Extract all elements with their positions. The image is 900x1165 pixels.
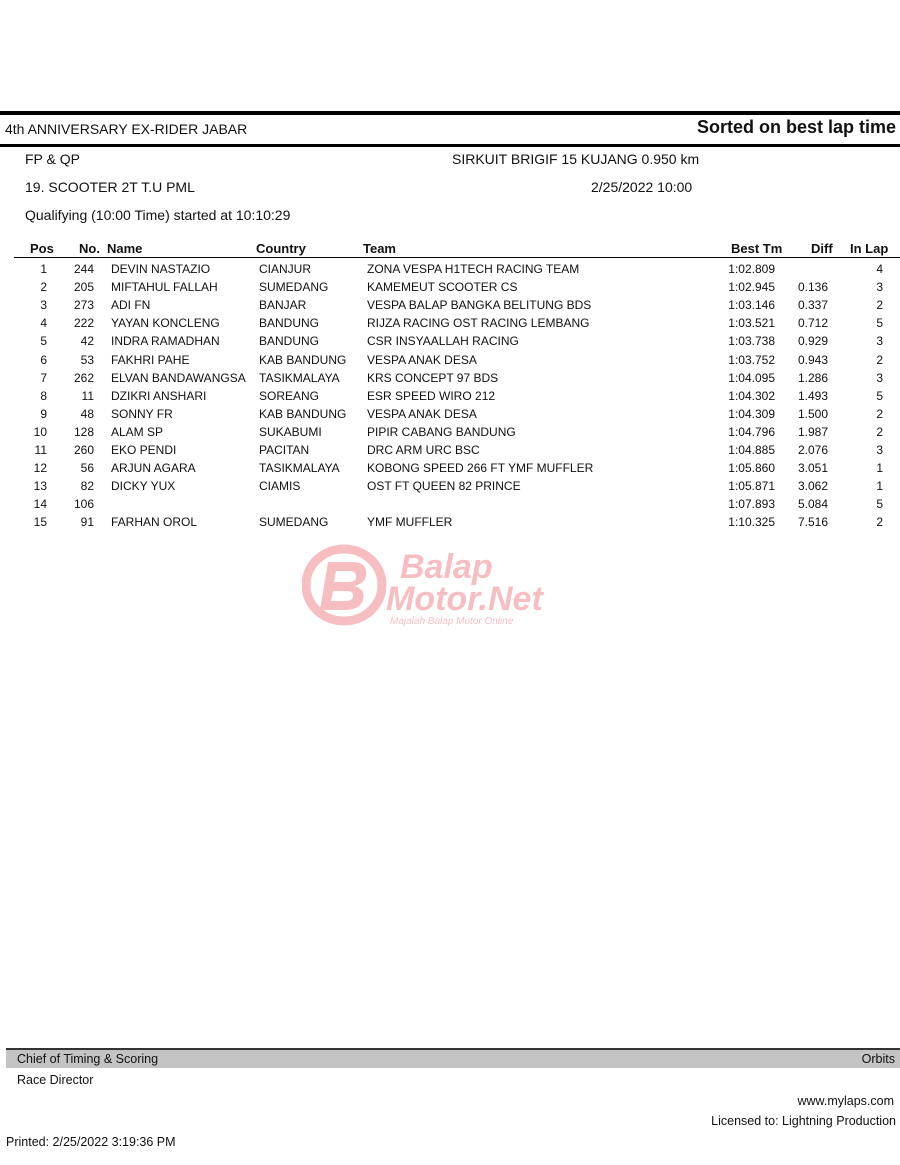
cell-name: ADI FN bbox=[111, 298, 151, 313]
circuit-name: SIRKUIT BRIGIF 15 KUJANG 0.950 km bbox=[452, 151, 700, 167]
cell-inlap: 3 bbox=[876, 280, 883, 295]
cell-inlap: 2 bbox=[876, 298, 883, 313]
class-name: 19. SCOOTER 2T T.U PML bbox=[25, 179, 195, 195]
col-country-header: Country bbox=[256, 241, 306, 256]
cell-name: DEVIN NASTAZIO bbox=[111, 262, 211, 276]
cell-no: 11 bbox=[81, 388, 94, 403]
chief-of-timing-label: Chief of Timing & Scoring bbox=[17, 1052, 159, 1066]
cell-pos: 11 bbox=[34, 443, 47, 457]
cell-no: 106 bbox=[73, 497, 94, 512]
cell-team: KOBONG SPEED 266 FT YMF MUFFLER bbox=[367, 461, 594, 476]
cell-inlap: 5 bbox=[876, 497, 883, 512]
cell-best: 1:03.738 bbox=[728, 334, 775, 349]
cell-best: 1:04.796 bbox=[728, 424, 775, 439]
cell-team: YMF MUFFLER bbox=[367, 515, 453, 530]
cell-country: BANJAR bbox=[259, 298, 307, 313]
cell-no: 262 bbox=[73, 370, 94, 385]
top-rule bbox=[0, 111, 900, 115]
cell-diff: 7.516 bbox=[797, 515, 828, 530]
watermark-tagline: Majalah Balap Motor Online bbox=[390, 616, 514, 627]
cell-diff: 0.943 bbox=[797, 352, 828, 367]
cell-inlap: 5 bbox=[876, 316, 883, 331]
cell-diff: 0.136 bbox=[797, 280, 828, 295]
cell-team: VESPA ANAK DESA bbox=[367, 406, 477, 421]
cell-pos: 8 bbox=[40, 388, 47, 403]
cell-team: DRC ARM URC BSC bbox=[367, 443, 480, 457]
cell-no: 56 bbox=[80, 461, 94, 476]
cell-country: BANDUNG bbox=[259, 334, 320, 349]
cell-country: TASIKMALAYA bbox=[259, 461, 340, 476]
cell-no: 244 bbox=[73, 262, 94, 276]
header-rule bbox=[0, 144, 900, 147]
table-header-rule bbox=[14, 257, 900, 258]
cell-best: 1:03.521 bbox=[728, 316, 775, 331]
col-pos-header: Pos bbox=[30, 241, 54, 256]
cell-pos: 12 bbox=[33, 461, 47, 476]
cell-country: PACITAN bbox=[259, 443, 310, 457]
cell-best: 1:05.871 bbox=[728, 479, 775, 494]
cell-pos: 1 bbox=[40, 262, 47, 276]
col-no-header: No. bbox=[79, 241, 100, 256]
cell-best: 1:05.860 bbox=[728, 461, 775, 476]
cell-no: 82 bbox=[80, 479, 94, 494]
col-best-header: Best Tm bbox=[731, 241, 783, 256]
cell-diff: 3.062 bbox=[797, 479, 828, 494]
cell-inlap: 5 bbox=[876, 388, 883, 403]
license-info: Licensed to: Lightning Production bbox=[711, 1114, 896, 1128]
cell-name: EKO PENDI bbox=[111, 443, 177, 457]
cell-best: 1:04.095 bbox=[728, 370, 775, 385]
cell-best: 1:04.302 bbox=[728, 388, 775, 403]
cell-country: KAB BANDUNG bbox=[259, 406, 347, 421]
cell-name: DICKY YUX bbox=[111, 479, 176, 494]
cell-inlap: 2 bbox=[876, 406, 883, 421]
cell-no: 48 bbox=[80, 406, 94, 421]
cell-country: SUMEDANG bbox=[259, 515, 329, 530]
cell-diff: 0.337 bbox=[797, 298, 828, 313]
cell-pos: 6 bbox=[40, 352, 47, 367]
cell-best: 1:04.885 bbox=[728, 443, 775, 457]
cell-name: DZIKRI ANSHARI bbox=[111, 388, 207, 403]
cell-diff: 2.076 bbox=[797, 443, 828, 457]
cell-team: VESPA BALAP BANGKA BELITUNG BDS bbox=[367, 298, 592, 313]
orbits-label: Orbits bbox=[861, 1052, 895, 1066]
cell-best: 1:07.893 bbox=[728, 497, 775, 512]
cell-inlap: 1 bbox=[876, 479, 883, 494]
cell-country: SUKABUMI bbox=[259, 424, 322, 439]
cell-pos: 9 bbox=[40, 406, 47, 421]
cell-team: KAMEMEUT SCOOTER CS bbox=[367, 280, 518, 295]
cell-country: BANDUNG bbox=[259, 316, 320, 331]
cell-team: ZONA VESPA H1TECH RACING TEAM bbox=[367, 262, 580, 276]
cell-team: VESPA ANAK DESA bbox=[367, 352, 477, 367]
cell-name: ARJUN AGARA bbox=[111, 461, 196, 476]
event-datetime: 2/25/2022 10:00 bbox=[591, 179, 693, 195]
cell-best: 1:03.146 bbox=[728, 298, 775, 313]
cell-inlap: 1 bbox=[876, 461, 883, 476]
cell-diff: 1.493 bbox=[797, 388, 828, 403]
cell-pos: 5 bbox=[40, 334, 47, 349]
printed-timestamp: Printed: 2/25/2022 3:19:36 PM bbox=[6, 1135, 176, 1149]
cell-best: 1:10.325 bbox=[728, 515, 775, 530]
session-name: FP & QP bbox=[25, 151, 80, 167]
cell-pos: 2 bbox=[40, 280, 47, 295]
cell-name: FAKHRI PAHE bbox=[111, 352, 190, 367]
cell-pos: 10 bbox=[33, 424, 47, 439]
sort-note: Sorted on best lap time bbox=[696, 117, 896, 137]
cell-country: CIANJUR bbox=[259, 262, 312, 276]
cell-no: 273 bbox=[73, 298, 94, 313]
cell-diff: 1.987 bbox=[797, 424, 828, 439]
cell-name: SONNY FR bbox=[111, 406, 173, 421]
cell-best: 1:02.809 bbox=[728, 262, 775, 276]
cell-country: SUMEDANG bbox=[259, 280, 329, 295]
cell-inlap: 3 bbox=[876, 334, 883, 349]
col-diff-header: Diff bbox=[811, 241, 833, 256]
event-title: 4th ANNIVERSARY EX-RIDER JABAR bbox=[5, 121, 248, 137]
cell-diff: 0.712 bbox=[797, 316, 828, 331]
cell-diff: 1.500 bbox=[797, 406, 828, 421]
cell-name: MIFTAHUL FALLAH bbox=[111, 280, 218, 295]
cell-no: 260 bbox=[73, 443, 94, 457]
cell-pos: 3 bbox=[40, 298, 47, 313]
cell-name: FARHAN OROL bbox=[111, 515, 198, 530]
cell-pos: 14 bbox=[33, 497, 47, 512]
cell-inlap: 2 bbox=[876, 515, 883, 530]
cell-pos: 7 bbox=[40, 370, 47, 385]
cell-country: CIAMIS bbox=[259, 479, 301, 494]
cell-country: TASIKMALAYA bbox=[259, 370, 340, 385]
cell-team: CSR INSYAALLAH RACING bbox=[367, 334, 519, 349]
website-link[interactable]: www.mylaps.com bbox=[797, 1094, 894, 1108]
cell-pos: 4 bbox=[40, 316, 47, 331]
cell-team: KRS CONCEPT 97 BDS bbox=[367, 370, 499, 385]
cell-inlap: 3 bbox=[876, 370, 883, 385]
watermark-text-balap: Balap bbox=[400, 548, 493, 586]
cell-name: INDRA RAMADHAN bbox=[111, 334, 220, 349]
col-team-header: Team bbox=[363, 241, 396, 256]
cell-best: 1:03.752 bbox=[728, 352, 775, 367]
cell-best: 1:02.945 bbox=[728, 280, 775, 295]
cell-team: ESR SPEED WIRO 212 bbox=[367, 388, 496, 403]
cell-no: 128 bbox=[73, 424, 94, 439]
cell-no: 42 bbox=[80, 334, 94, 349]
cell-diff: 5.084 bbox=[797, 497, 828, 512]
cell-pos: 15 bbox=[33, 515, 47, 530]
cell-no: 222 bbox=[73, 316, 94, 331]
cell-diff: 0.929 bbox=[797, 334, 828, 349]
cell-inlap: 2 bbox=[876, 352, 883, 367]
col-inlap-header: In Lap bbox=[850, 241, 889, 256]
cell-diff: 3.051 bbox=[797, 461, 828, 476]
cell-name: YAYAN KONCLENG bbox=[111, 316, 220, 331]
race-director-label: Race Director bbox=[17, 1073, 94, 1087]
cell-team: PIPIR CABANG BANDUNG bbox=[367, 424, 516, 439]
cell-country: KAB BANDUNG bbox=[259, 352, 347, 367]
cell-no: 205 bbox=[73, 280, 94, 295]
col-name-header: Name bbox=[107, 241, 143, 256]
cell-best: 1:04.309 bbox=[728, 406, 775, 421]
cell-no: 91 bbox=[80, 515, 94, 530]
cell-team: OST FT QUEEN 82 PRINCE bbox=[367, 479, 521, 494]
cell-no: 53 bbox=[80, 352, 94, 367]
cell-pos: 13 bbox=[33, 479, 47, 494]
cell-inlap: 3 bbox=[876, 443, 883, 457]
cell-name: ELVAN BANDAWANGSA bbox=[111, 370, 246, 385]
balapmotor-watermark-logo bbox=[302, 540, 602, 630]
cell-diff: 1.286 bbox=[797, 370, 828, 385]
cell-name: ALAM SP bbox=[111, 424, 164, 439]
cell-inlap: 2 bbox=[876, 424, 883, 439]
cell-country: SOREANG bbox=[259, 388, 320, 403]
watermark-text-motornet: Motor.Net bbox=[386, 580, 543, 618]
cell-inlap: 4 bbox=[876, 262, 883, 276]
session-start-info: Qualifying (10:00 Time) started at 10:10:29 bbox=[25, 207, 291, 223]
cell-team: RIJZA RACING OST RACING LEMBANG bbox=[367, 316, 590, 331]
